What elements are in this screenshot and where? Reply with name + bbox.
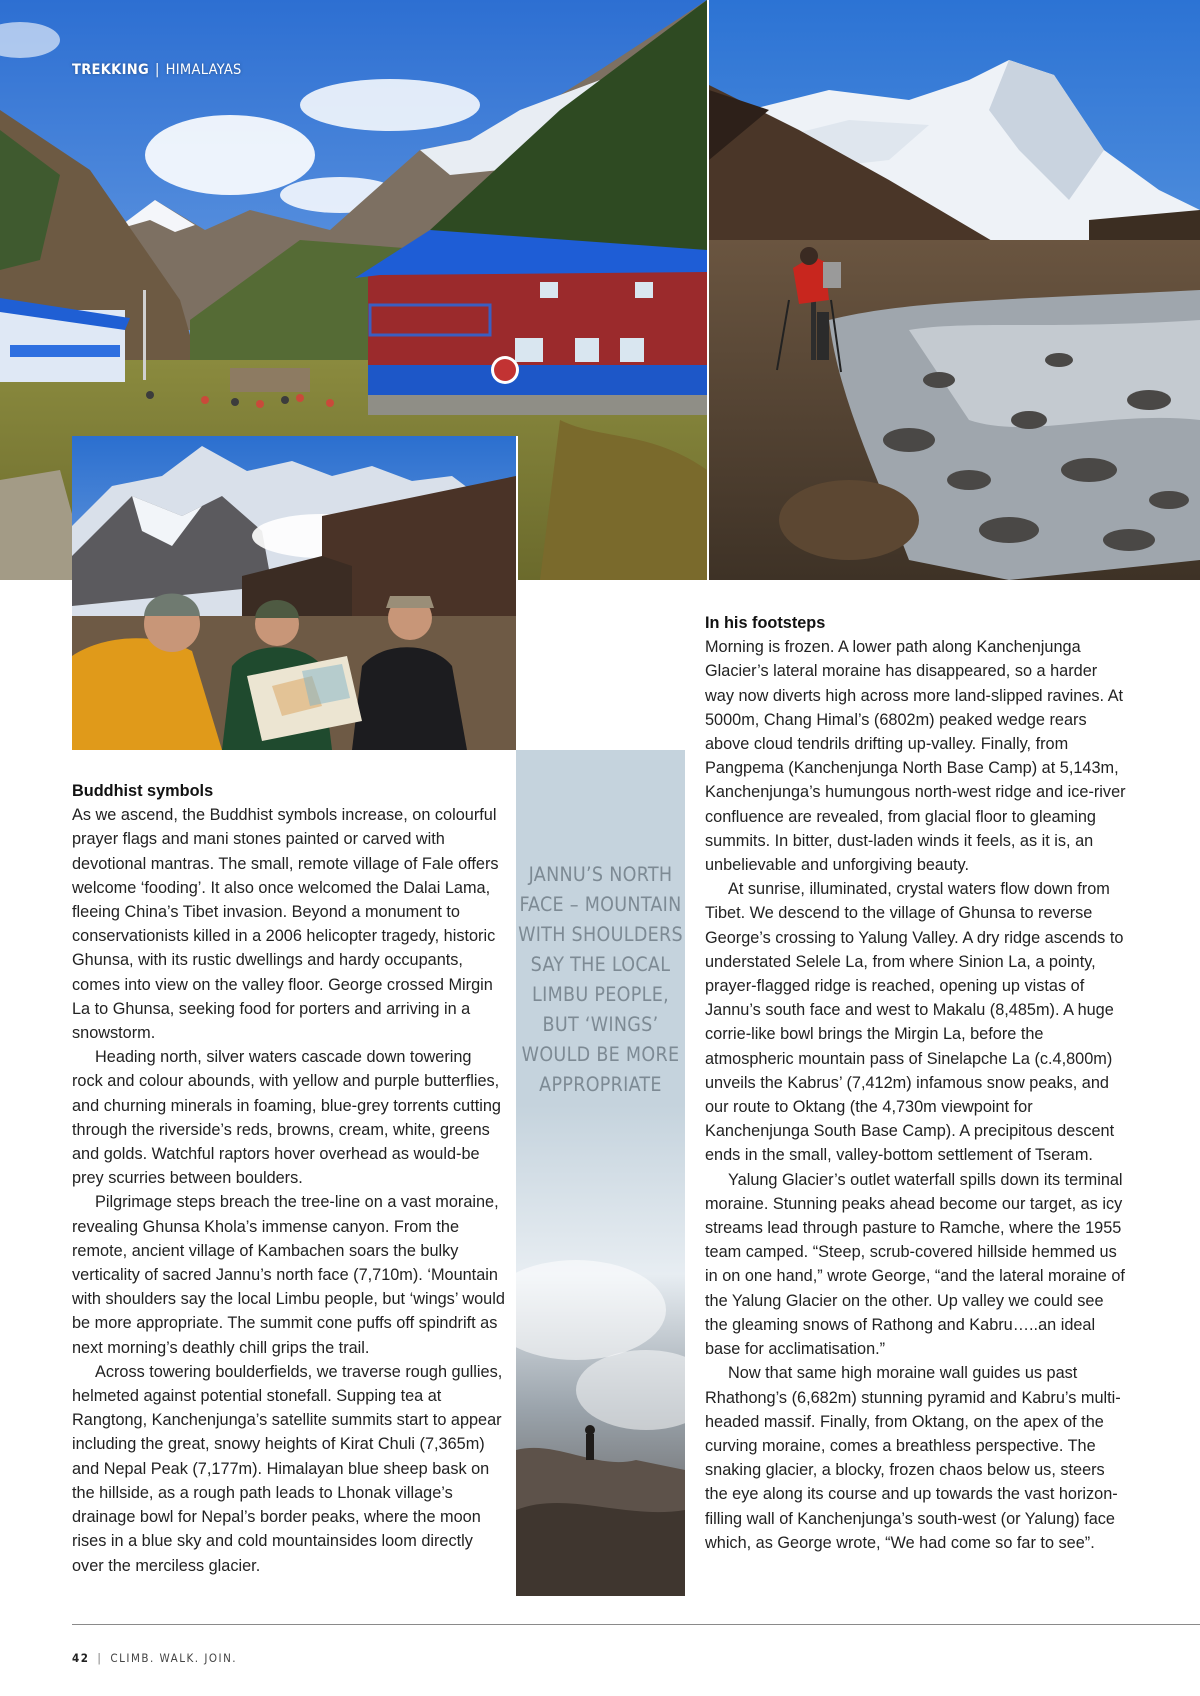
photo-glacier-crossing: [709, 0, 1200, 580]
left-column: [72, 779, 506, 1578]
heading-buddhist-symbols: Buddhist symbols: [72, 782, 214, 800]
section-separator: |: [154, 62, 160, 78]
heading-in-his-footsteps: In his footsteps: [705, 614, 826, 632]
left-paragraph-1: As we ascend, the Buddhist symbols increase, on colourful prayer flags and mani stones painted or carved with devotional mantras. The small, remote village of Fale offers welcome ‘fooding’. It also once welcomed the Dalai Lama, fleeing China’s Tibet invasion. Beyond a monument to conservationists killed in a 2006 helicopter tragedy, historic Ghunsa, with its rustic dwellings and hardy occupants, comes into view on the valley floor. George crossed Mirgin La to Ghunsa, seeking food for porters and arriving in a snowstorm.: [72, 806, 499, 1043]
right-paragraph-4: Now that same high moraine wall guides us past Rhathong’s (6,682m) stunning pyramid and Kabru’s multi-headed massif. Finally, from Oktang, on the apex of the curving moraine, comes a breathless perspective. The snaking glacier, a blocky, frozen chaos below us, steers the eye along its course and up towards the vast horizon-filling wall of Kanchenjunga’s south-west (or Yalung) face which, as George wrote, “We had come so far to see”.: [705, 1364, 1121, 1552]
magazine-name: CLIMB. WALK. JOIN.: [110, 1651, 238, 1665]
footer-rule: [72, 1624, 1200, 1625]
footer-separator: |: [97, 1651, 103, 1665]
glacier-crossing-illustration: [709, 0, 1200, 580]
section-label: [72, 62, 242, 78]
pullquote-panel: [516, 750, 685, 1596]
section-kicker: TREKKING: [72, 62, 149, 78]
right-paragraph-1: Morning is frozen. A lower path along Kanchenjunga Glacier’s lateral moraine has disappeared, so a harder way now diverts high across more land-slipped ravines. At 5000m, Chang Himal’s (6802m) peaked wedge rears above cloud tendrils drifting up-valley. Finally, from Pangpema (Kanchenjunga North Base Camp) at 5,143m, Kanchenjunga’s humungous north-west ridge and ice-river confluence are revealed, from glacial floor to gleaming summits. In bitter, dust-laden winds it feels, as it is, an unbelievable and unforgiving beauty.: [705, 638, 1126, 875]
right-paragraph-3: Yalung Glacier’s outlet waterfall spills down its terminal moraine. Stunning peaks ahead become our target, as icy streams lead through pasture to Ramche, where the 1955 team camped. “Steep, scrub-covered hillside hemmed us in on one hand,” wrote George, “and the lateral moraine of the Yalung Glacier on the other. Up valley we could see the gleaming snows of Rathong and Kabru…..an ideal base for acclimatisation.”: [705, 1170, 1125, 1359]
trekkers-with-map-illustration: [72, 436, 516, 750]
right-column: [705, 611, 1130, 1555]
page-footer: [72, 1651, 237, 1665]
section-subsection: HIMALAYAS: [165, 62, 242, 78]
pullquote-text: JANNU’S NORTH FACE – MOUNTAIN WITH SHOULDERS SAY THE LOCAL LIMBU PEOPLE, BUT ‘WINGS’ WOULD BE MORE APPROPRIATE: [518, 863, 683, 1096]
right-paragraph-2: At sunrise, illuminated, crystal waters flow down from Tibet. We descend to the village of Ghunsa to reverse George’s crossing to Yalung Valley. A dry ridge ascends to understated Selele La, from where Sinion La, a pointy, prayer-flagged ridge is reached, opening up vistas of Jannu’s south face and west to Makalu (8,485m). A huge corrie-like bowl brings the Mirgin La, before the atmospheric mountain pass of Sinelapche La (c.4,800m) unveils the Kabrus’ (7,412m) infamous snow peaks, and our route to Oktang (the 4,730m viewpoint for Kanchenjunga South Base Camp). A precipitous descent ends in the small, valley-bottom settlement of Tseram.: [705, 880, 1124, 1165]
photo-trekkers-with-map: [72, 436, 518, 752]
page-number: 42: [72, 1651, 90, 1665]
left-paragraph-4: Across towering boulderfields, we traverse rough gullies, helmeted against potential stonefall. Supping tea at Rangtong, Kanchenjunga’s satellite summits start to appear including the great, snowy heights of Kirat Chuli (7,365m) and Nepal Peak (7,177m). Himalayan blue sheep bask on the hillside, as a rough path leads to Lhonak village’s drainage bowl for Nepal’s border peaks, where the moon rises in a blue sky and cold mountainsides loom directly over the merciless glacier.: [72, 1362, 503, 1575]
left-paragraph-3: Pilgrimage steps breach the tree-line on a vast moraine, revealing Ghunsa Khola’s immense canyon. From the remote, ancient village of Kambachen soars the bulky verticality of sacred Jannu’s north face (7,710m). ‘Mountain with shoulders say the local Limbu people, but ‘wings’ would be more appropriate. The summit cone puffs off spindrift as next morning’s deathly chill grips the trail.: [72, 1193, 505, 1357]
left-paragraph-2: Heading north, silver waters cascade down towering rock and colour abounds, with yellow and purple butterflies, and churning minerals in foaming, blue-grey torrents cutting through the riverside’s reds, browns, cream, white, greens and golds. Watchful raptors hover overhead as would-be prey scurries between boulders.: [72, 1048, 501, 1188]
